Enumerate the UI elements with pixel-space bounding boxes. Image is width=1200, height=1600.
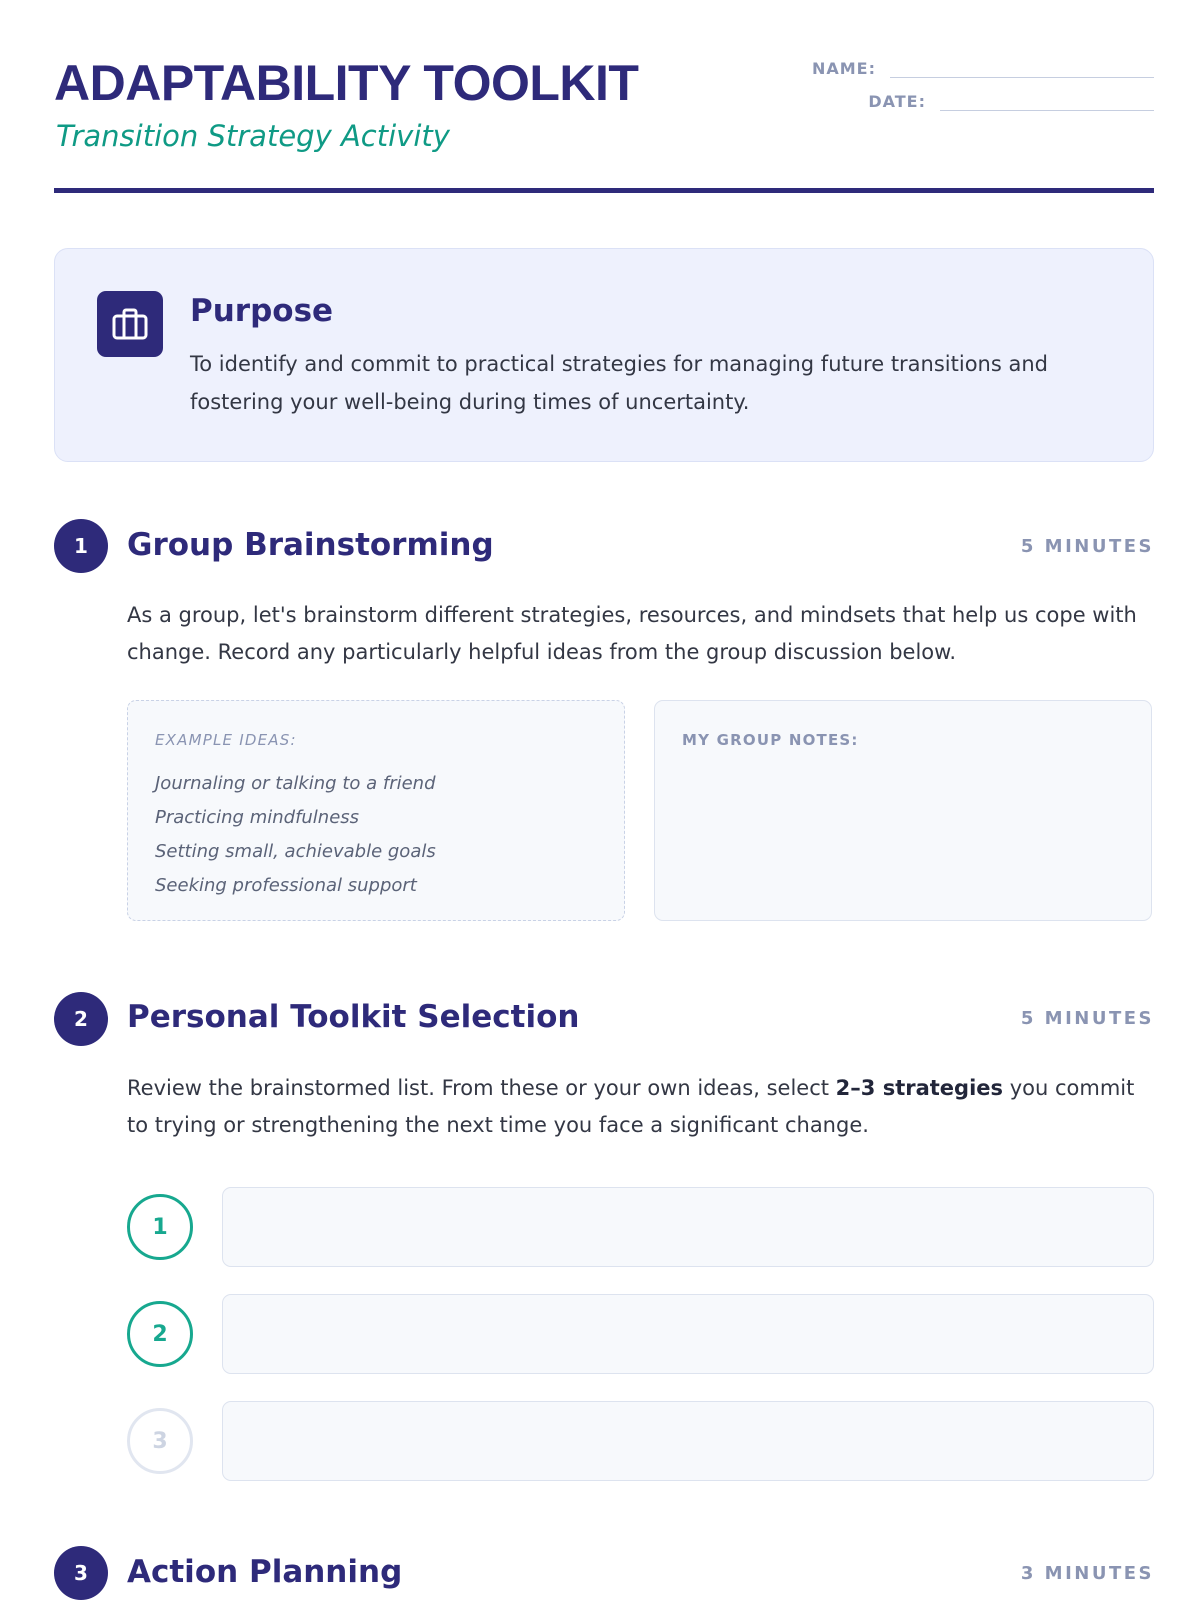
section-2-title: Personal Toolkit Selection <box>127 999 580 1035</box>
example-ideas-box <box>127 700 625 921</box>
section-2-description <box>127 1070 1157 1144</box>
section-3-number: 3 <box>54 1546 108 1600</box>
name-field[interactable] <box>890 58 1154 78</box>
strategy-field-1[interactable] <box>222 1187 1154 1267</box>
example-ideas-label: EXAMPLE IDEAS: <box>155 731 297 749</box>
section-2-description-start: Review the brainstormed list. From these or your own ideas, select <box>127 1076 836 1100</box>
page-subtitle: Transition Strategy Activity <box>56 119 450 153</box>
strategy-number-2: 2 <box>127 1301 193 1367</box>
name-label: NAME: <box>811 59 876 78</box>
strategy-field-2[interactable] <box>222 1294 1154 1374</box>
name-field-row <box>812 58 1154 78</box>
example-ideas-list <box>155 767 436 903</box>
section-2-number: 2 <box>54 992 108 1046</box>
strategy-number-1: 1 <box>127 1194 193 1260</box>
group-notes-label: MY GROUP NOTES: <box>682 731 859 749</box>
purpose-title: Purpose <box>190 293 334 329</box>
strategy-number-3: 3 <box>127 1408 193 1474</box>
example-idea: Setting small, achievable goals <box>155 841 436 862</box>
briefcase-icon <box>97 291 163 357</box>
section-1-time: 5 MINUTES <box>1020 536 1154 557</box>
example-idea: Seeking professional support <box>155 875 417 896</box>
date-label: DATE: <box>868 92 926 111</box>
group-notes-field[interactable] <box>654 700 1152 921</box>
header-divider <box>54 188 1154 193</box>
section-2-description-end: you commit to trying or strengthening the next time you face a significant change. <box>127 1076 1135 1137</box>
section-2-time: 5 MINUTES <box>1020 1008 1154 1029</box>
section-1-number: 1 <box>54 519 108 573</box>
section-3-time: 3 MINUTES <box>1020 1563 1154 1584</box>
section-2-description-emphasis: 2–3 strategies <box>835 1076 1004 1100</box>
purpose-card <box>54 248 1154 462</box>
date-field[interactable] <box>940 91 1154 111</box>
section-1-title: Group Brainstorming <box>127 527 494 563</box>
section-3-title: Action Planning <box>127 1554 403 1590</box>
example-idea: Practicing mindfulness <box>155 807 360 828</box>
example-idea: Journaling or talking to a friend <box>155 773 436 794</box>
purpose-text: To identify and commit to practical strategies for managing future transitions and fostering your well-being during times of uncertainty. <box>190 352 1048 414</box>
strategy-field-3[interactable] <box>222 1401 1154 1481</box>
date-field-row <box>868 91 1154 111</box>
page-title: ADAPTABILITY TOOLKIT <box>54 55 639 111</box>
section-1-description: As a group, let's brainstorm different strategies, resources, and mindsets that help us cope with change. Record any particularly helpful ideas from the group discussion below. <box>127 603 1137 664</box>
